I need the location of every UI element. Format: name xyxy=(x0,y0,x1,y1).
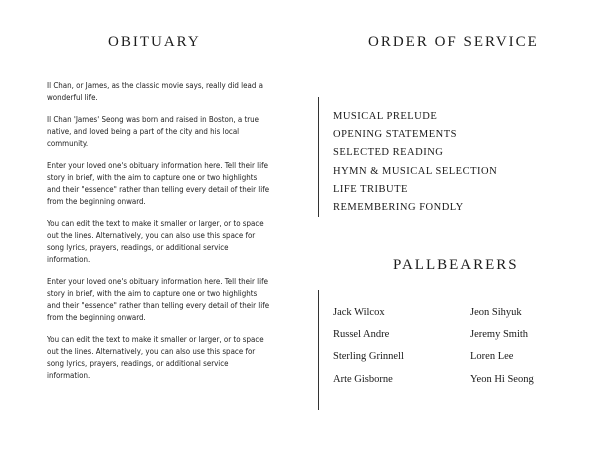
pallbearer-name: Sterling Grinnell xyxy=(333,351,404,363)
pallbearers-divider-line xyxy=(318,290,319,410)
pallbearer-name: Jack Wilcox xyxy=(333,307,385,318)
obituary-paragraph: You can edit the text to make it smaller or larger, or to space out the lines. Alternatively, you can also use this space for song lyrics, prayers, readings, or additional service information. xyxy=(47,219,264,264)
service-item: MUSICAL PRELUDE xyxy=(333,111,438,122)
service-item: LIFE TRIBUTE xyxy=(333,183,408,195)
order-of-service-heading: ORDER OF SERVICE xyxy=(368,34,539,50)
pallbearers-heading: PALLBEARERS xyxy=(393,257,519,273)
pallbearer-name: Jeon Sihyuk xyxy=(470,307,522,318)
obituary-paragraph: You can edit the text to make it smaller or larger, or to space out the lines. Alternatively, you can also use this space for song lyrics, prayers, readings, or additional service information. xyxy=(47,335,264,380)
pallbearer-name: Yeon Hi Seong xyxy=(470,373,534,385)
obituary-paragraph: Enter your loved one's obituary information here. Tell their life story in brief, with the aim to capture one or two highlights and their "essence" rather than telling every detail of their life from the beginning onward. xyxy=(47,277,270,322)
service-item: OPENING STATEMENTS xyxy=(333,129,457,141)
service-item: HYMN & MUSICAL SELECTION xyxy=(333,165,498,177)
pallbearers-right-column xyxy=(470,302,534,391)
pallbearers-left-column xyxy=(333,302,404,391)
pallbearer-name: Arte Gisborne xyxy=(333,373,393,385)
obituary-heading: OBITUARY xyxy=(108,34,201,50)
obituary-paragraph: Il Chan 'James' Seong was born and raised in Boston, a true native, and loved being a part of the city and his local community. xyxy=(47,115,260,148)
obituary-paragraph: Il Chan, or James, as the classic movie says, really did lead a wonderful life. xyxy=(47,81,263,102)
service-item: SELECTED READING xyxy=(333,147,444,159)
service-item: REMEMBERING FONDLY xyxy=(333,201,464,213)
obituary-paragraph: Enter your loved one's obituary information here. Tell their life story in brief, with the aim to capture one or two highlights and their "essence" rather than telling every detail of their life from the beginning onward. xyxy=(47,161,270,206)
pallbearer-name: Russel Andre xyxy=(333,329,390,341)
pallbearer-name: Loren Lee xyxy=(470,351,514,363)
pallbearer-name: Jeremy Smith xyxy=(470,329,529,341)
service-divider-line xyxy=(318,97,319,217)
order-of-service-list xyxy=(333,108,497,217)
obituary-body xyxy=(47,80,272,392)
